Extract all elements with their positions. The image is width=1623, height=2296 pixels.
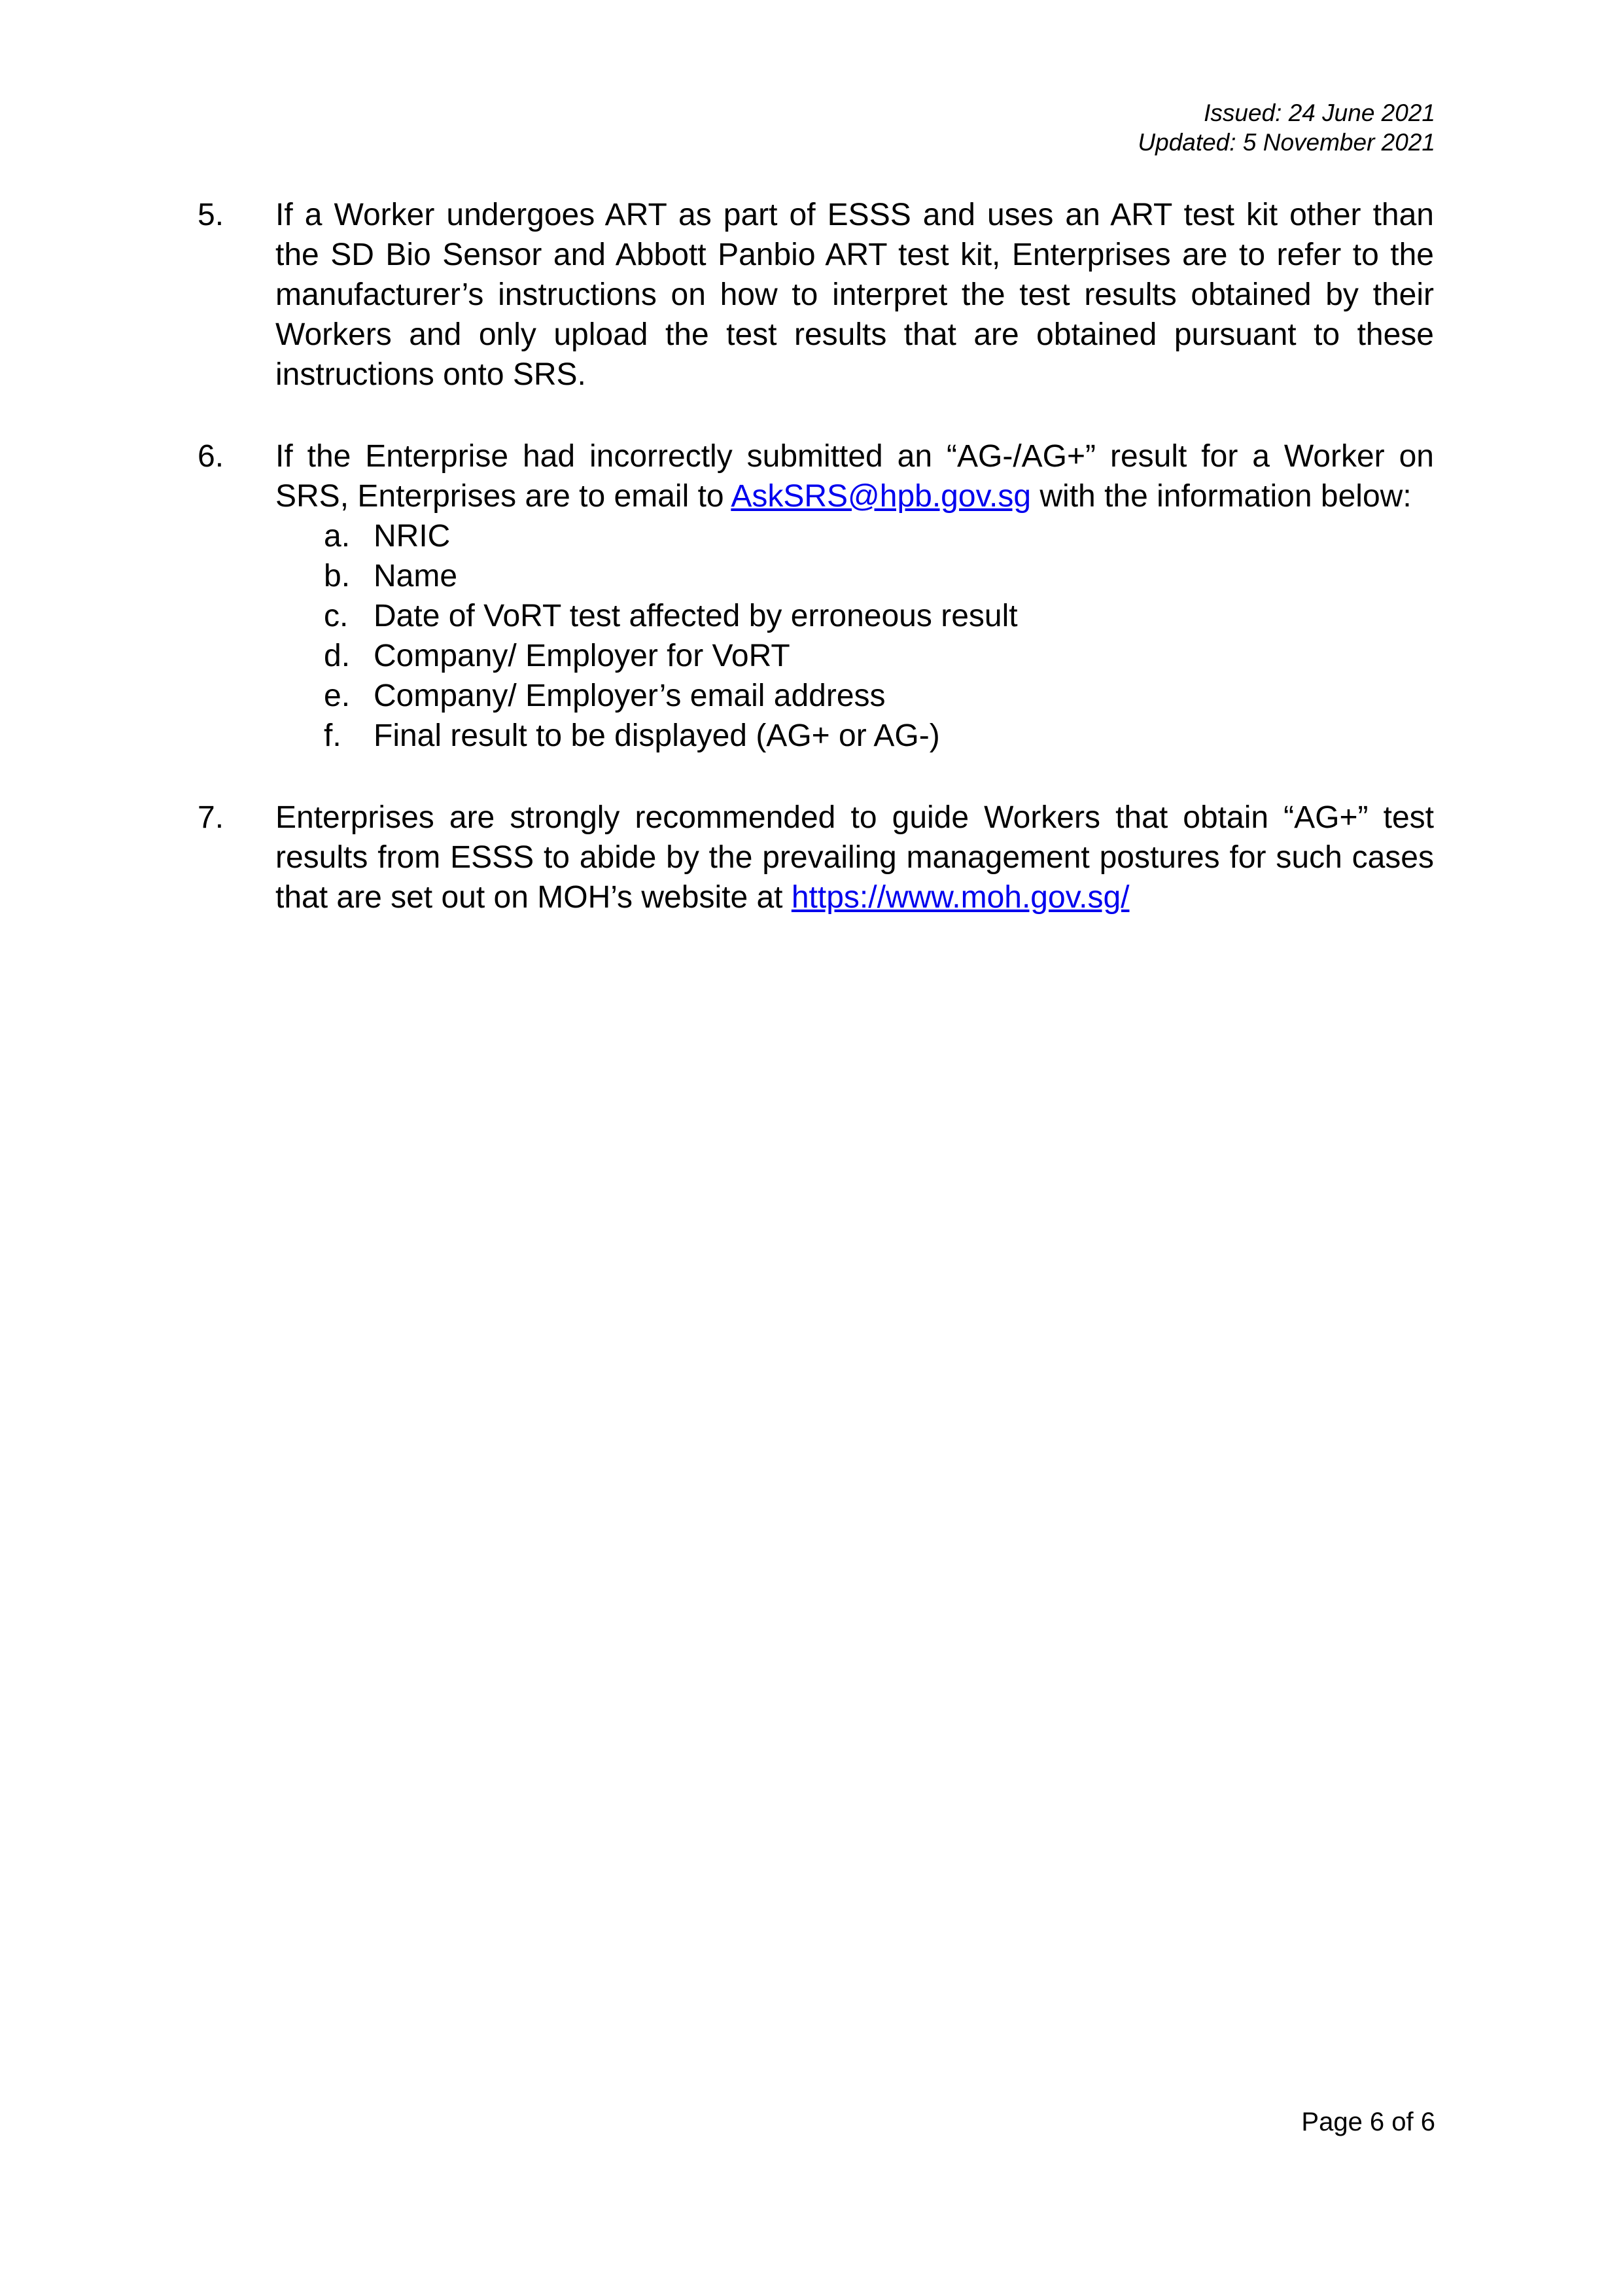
document-body (198, 195, 1434, 917)
sub-item-text: Company/ Employer’s email address (374, 679, 886, 713)
sub-item-text: Name (374, 559, 458, 593)
sub-item-text: NRIC (374, 519, 451, 554)
item-number: 7. (198, 800, 224, 835)
sub-item-letter: e. (324, 679, 351, 713)
sub-item-letter: a. (324, 519, 351, 554)
sub-item-letter: f. (324, 718, 341, 753)
sub-item (275, 716, 1434, 756)
email-link[interactable]: AskSRS@hpb.gov.sg (731, 479, 1032, 514)
item-text (275, 436, 1434, 516)
page-number: Page 6 of 6 (1301, 2108, 1435, 2136)
item-number: 6. (198, 439, 224, 474)
information-sublist (275, 516, 1434, 756)
list-item-7 (198, 798, 1434, 917)
sub-item-text: Final result to be displayed (AG+ or AG-) (374, 718, 940, 753)
item-content (275, 436, 1434, 756)
list-item-5 (198, 195, 1434, 395)
item-number: 5. (198, 198, 224, 232)
moh-website-link[interactable]: https://www.moh.gov.sg/ (791, 880, 1130, 915)
sub-item (275, 556, 1434, 596)
sub-item-letter: b. (324, 559, 351, 593)
sub-item (275, 676, 1434, 716)
sub-item-text: Company/ Employer for VoRT (374, 639, 790, 673)
item-text-before-link: Enterprises are strongly recommended to guide Workers that obtain “AG+” test results from ESSS to abide by the prevailing management postures for such cases that are set out on MOH’s website at (275, 800, 1434, 915)
sub-item (275, 596, 1434, 636)
document-header (1138, 98, 1435, 157)
issued-date: Issued: 24 June 2021 (1204, 99, 1435, 126)
item-text-after-link: with the information below: (1031, 479, 1412, 514)
list-item-6 (198, 436, 1434, 756)
item-text-before-link: If the Enterprise had incorrectly submitted an “AG-/AG+” result for a Worker on SRS, Enterprises are to email to (275, 439, 1434, 514)
sub-item-letter: d. (324, 639, 351, 673)
sub-item (275, 516, 1434, 556)
updated-date: Updated: 5 November 2021 (1138, 129, 1435, 156)
sub-item-text: Date of VoRT test affected by erroneous result (374, 599, 1018, 633)
item-text (275, 798, 1434, 917)
sub-item (275, 636, 1434, 676)
item-text: If a Worker undergoes ART as part of ESSS and uses an ART test kit other than the SD Bio Sensor and Abbott Panbio ART test kit, Enterprises are to refer to the manufacturer’s instructions on how to interpret the test results obtained by their Workers and only upload the test results that are obtained pursuant to these instructions onto SRS. (275, 198, 1434, 392)
sub-item-letter: c. (324, 599, 349, 633)
